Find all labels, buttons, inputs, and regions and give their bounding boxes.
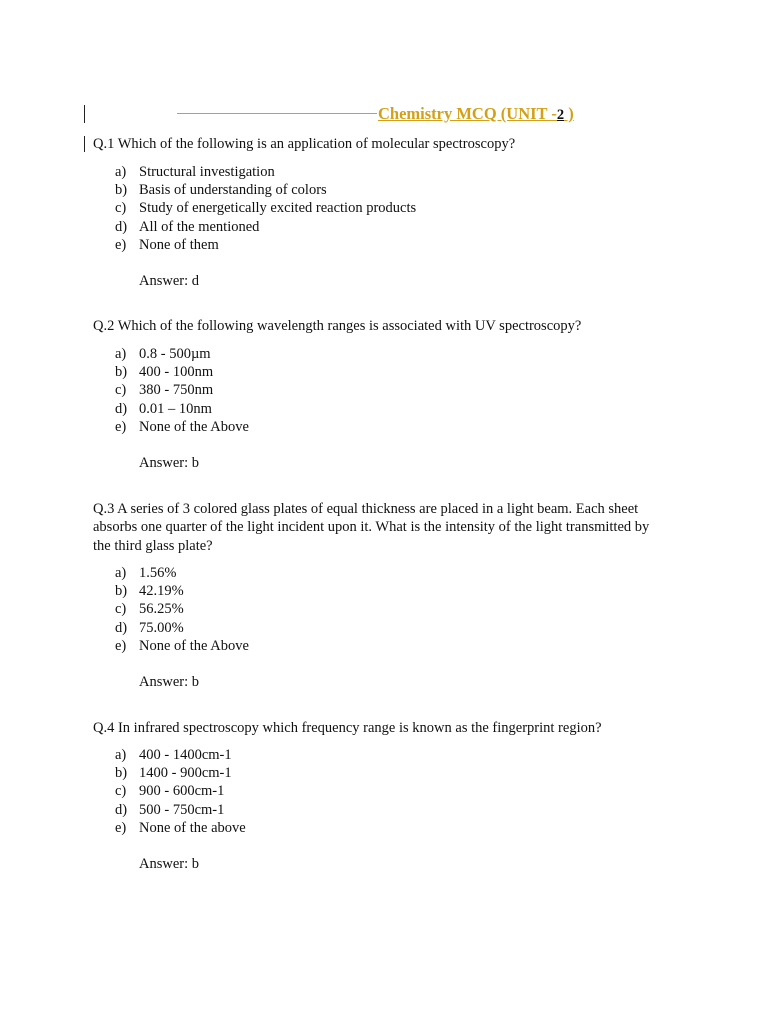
- option-text: 500 - 750cm-1: [139, 801, 225, 818]
- question-text: Q.4 In infrared spectroscopy which frequency range is known as the fingerprint region?: [93, 720, 602, 736]
- option-letter: a): [115, 747, 127, 763]
- option-letter: b): [115, 182, 128, 199]
- option-letter: c): [115, 783, 127, 800]
- option-letter: a): [115, 565, 127, 581]
- text-cursor: [84, 136, 85, 152]
- option-letter: c): [115, 200, 127, 217]
- option-letter: d): [115, 400, 128, 417]
- answer-text: Answer: d: [139, 273, 200, 289]
- option-item: [115, 218, 416, 236]
- option-text: 0.01 – 10nm: [139, 400, 212, 417]
- option-letter: d): [115, 619, 128, 636]
- option-text: 0.8 - 500µm: [139, 346, 211, 362]
- answer-text: Answer: b: [139, 674, 200, 690]
- option-item: [115, 637, 249, 655]
- option-letter: b): [115, 765, 128, 782]
- option-text: 400 - 100nm: [139, 364, 214, 381]
- option-item: [115, 163, 416, 181]
- title-closing: ): [564, 104, 574, 123]
- option-item: [115, 363, 249, 381]
- option-item: [115, 199, 416, 217]
- page-title: [177, 104, 574, 126]
- option-item: [115, 181, 416, 199]
- option-letter: a): [115, 346, 127, 362]
- option-letter: d): [115, 801, 128, 818]
- option-letter: b): [115, 364, 128, 381]
- option-letter: a): [115, 164, 127, 180]
- option-text: 400 - 1400cm-1: [139, 747, 232, 763]
- question-text: Q.1 Which of the following is an application of molecular spectroscopy?: [93, 136, 516, 152]
- option-letter: c): [115, 601, 127, 618]
- option-item: [115, 381, 249, 399]
- option-text: 42.19%: [139, 583, 184, 600]
- option-letter: e): [115, 637, 127, 654]
- option-text: 56.25%: [139, 601, 184, 618]
- option-letter: e): [115, 418, 127, 435]
- option-item: [115, 801, 246, 819]
- option-item: [115, 746, 246, 764]
- text-cursor: [84, 105, 85, 123]
- option-letter: e): [115, 819, 127, 836]
- option-text: 900 - 600cm-1: [139, 783, 225, 800]
- question-text: Q.3 A series of 3 colored glass plates of equal thickness are placed in a light beam. Each sheet absorbs one quarter of the light incident upon it. What is the intensity of the light transmitted by the third glass plate?: [93, 501, 650, 554]
- title-unit-number: 2: [556, 107, 565, 123]
- option-letter: e): [115, 236, 127, 253]
- option-item: [115, 582, 249, 600]
- option-text: 1400 - 900cm-1: [139, 765, 232, 782]
- option-list: [115, 564, 249, 655]
- option-text: None of the Above: [139, 637, 249, 654]
- option-text: None of them: [139, 236, 219, 253]
- option-item: [115, 236, 416, 254]
- option-letter: b): [115, 583, 128, 600]
- option-text: Basis of understanding of colors: [139, 182, 327, 199]
- title-rule: [177, 113, 377, 114]
- option-item: [115, 400, 249, 418]
- option-list: [115, 746, 246, 837]
- option-text: All of the mentioned: [139, 218, 260, 235]
- option-text: 1.56%: [139, 565, 177, 581]
- option-text: 75.00%: [139, 619, 184, 636]
- question-text: Q.2 Which of the following wavelength ranges is associated with UV spectroscopy?: [93, 318, 582, 334]
- option-letter: d): [115, 218, 128, 235]
- option-list: [115, 345, 249, 436]
- option-text: Study of energetically excited reaction products: [139, 200, 417, 217]
- option-list: [115, 163, 416, 254]
- option-item: [115, 418, 249, 436]
- option-text: None of the above: [139, 819, 246, 836]
- option-item: [115, 345, 249, 363]
- answer-text: Answer: b: [139, 455, 200, 471]
- option-item: [115, 782, 246, 800]
- option-item: [115, 619, 249, 637]
- option-letter: c): [115, 382, 127, 399]
- option-item: [115, 564, 249, 582]
- option-item: [115, 600, 249, 618]
- answer-text: Answer: b: [139, 856, 200, 872]
- option-text: Structural investigation: [139, 164, 275, 180]
- option-text: None of the Above: [139, 418, 249, 435]
- option-item: [115, 764, 246, 782]
- option-text: 380 - 750nm: [139, 382, 214, 399]
- title-text: Chemistry MCQ (UNIT -: [378, 104, 557, 123]
- option-item: [115, 819, 246, 837]
